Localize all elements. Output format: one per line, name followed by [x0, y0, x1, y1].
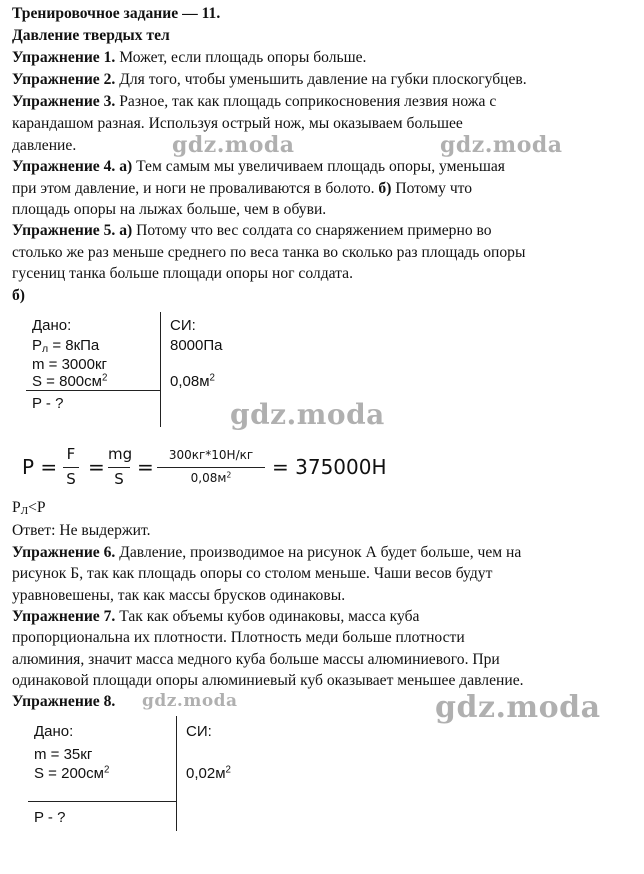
exercise-7-line-2: пропорциональна их плотности. Плотность меди больше плотности [12, 629, 465, 646]
exercise-7 [12, 607, 419, 627]
find-value: P - ? [34, 809, 66, 826]
exercise-text: Тем самым мы увеличиваем площадь опоры, уменьшая [132, 158, 505, 175]
pressure-value: = 8кПа [48, 337, 100, 354]
exercise-text: Так как объемы кубов одинаковы, масса куба [115, 608, 420, 625]
pressure-symbol: P [32, 337, 43, 354]
compare-symbol: P [12, 499, 21, 516]
exercise-8: Упражнение 8. [12, 693, 116, 710]
exercise-text: Потому что вес солдата со снаряжением примерно во [132, 222, 492, 239]
given-divider [28, 801, 176, 802]
exercise-text: Давление, производимое на рисунок А будет больше, чем на [115, 544, 522, 561]
area-exponent: 2 [103, 764, 110, 776]
fraction-bar [157, 467, 265, 468]
calc-numerator: 300кг*10Н/кг [168, 448, 254, 462]
part-a-label: а) [115, 158, 133, 175]
exercise-4-line-3: площадь опоры на лыжах больше, чем в обуви. [12, 201, 327, 218]
exercise-3-line-2: карандашом разная. Используя острый нож, мы оказываем большее [12, 115, 463, 132]
section-title: Давление твердых тел [12, 27, 170, 44]
area-si-value: 0,08м [170, 373, 210, 390]
exercise-text: Разное, так как площадь соприкосновения лезвия ножа с [115, 93, 497, 110]
formula-equals: = [88, 455, 105, 479]
si-divider [160, 312, 161, 427]
compare-subscript: Л [20, 505, 29, 518]
formula-mg-denominator: S [114, 470, 124, 488]
si-area [170, 372, 215, 391]
exercise-label: Упражнение 4. [12, 158, 116, 175]
exercise-text: при этом давление, и ноги не проваливаются в болото. [12, 180, 375, 197]
exercise-4 [12, 157, 505, 177]
area-si-exponent: 2 [225, 764, 231, 776]
exercise-text: Потому что [391, 180, 473, 197]
watermark: gdz.moda [172, 132, 295, 158]
watermark: gdz.moda [230, 398, 385, 431]
exercise-1 [12, 48, 366, 68]
exercise-6-line-3: уравновешены, так как массы брусков одинаковы. [12, 587, 346, 604]
given-header: Дано: [32, 317, 72, 334]
exercise-6-line-2: рисунок Б, так как площадь опоры со столом меньше. Чаши весов будут [12, 565, 493, 582]
given-mass: m = 35кг [34, 746, 93, 763]
si-header: СИ: [170, 317, 196, 334]
part-b-label: б) [12, 287, 25, 304]
compare-rest: <P [28, 499, 46, 516]
exercise-6 [12, 543, 521, 563]
exercise-label: Упражнение 3. [12, 93, 116, 110]
watermark: gdz.moda [440, 132, 563, 158]
exercise-7-line-3: алюминия, значит масса медного куба больше массы алюминиевого. При [12, 651, 500, 668]
given-mass: m = 3000кг [32, 356, 107, 373]
given-area [34, 764, 109, 783]
exercise-7-line-4: одинаковой площади опоры алюминиевый куб оказывает меньшее давление. [12, 672, 524, 689]
watermark: gdz.moda [142, 691, 238, 711]
exercise-5 [12, 221, 492, 241]
find-value: P - ? [32, 395, 64, 412]
page-title: Тренировочное задание — 11. [12, 5, 221, 22]
area-exponent: 2 [101, 372, 108, 384]
given-pressure [32, 336, 99, 355]
formula-f-denominator: S [66, 470, 76, 488]
given-header: Дано: [34, 723, 74, 740]
area-si-value: 0,02м [186, 765, 226, 782]
exercise-label: Упражнение 6. [12, 544, 116, 561]
si-pressure: 8000Па [170, 337, 223, 354]
exercise-3-line-3: давление. [12, 137, 77, 154]
exercise-3 [12, 92, 496, 112]
calc-denominator [157, 471, 265, 485]
area-value: S = 200см [34, 765, 104, 782]
formula-lhs: P = [22, 455, 58, 479]
exercise-label: Упражнение 5. [12, 222, 116, 239]
pressure-subscript: л [42, 343, 49, 356]
exercise-label: Упражнение 1. [12, 49, 116, 66]
formula-mg-numerator: mg [108, 445, 133, 463]
part-b-label: б) [374, 180, 392, 197]
calc-denominator-value: 0,08м [190, 471, 227, 485]
si-header: СИ: [186, 723, 212, 740]
fraction-bar [63, 467, 79, 468]
pressure-comparison [12, 498, 46, 518]
area-si-exponent: 2 [209, 372, 215, 384]
si-area [186, 764, 231, 783]
exercise-label: Упражнение 2. [12, 71, 116, 88]
exercise-4-line-2 [12, 179, 472, 199]
area-value: S = 800см [32, 373, 102, 390]
part-a-label: а) [115, 222, 133, 239]
fraction-bar [108, 467, 130, 468]
answer: Ответ: Не выдержит. [12, 522, 151, 539]
formula-result: = 375000Н [272, 455, 387, 479]
formula-f-numerator: F [66, 445, 76, 463]
calc-denominator-exponent: 2 [226, 470, 232, 480]
exercise-5-line-3: гусениц танка больше площади опоры ног солдата. [12, 265, 353, 282]
watermark: gdz.moda [435, 690, 601, 725]
exercise-text: Может, если площадь опоры больше. [115, 49, 367, 66]
si-divider [176, 716, 177, 831]
exercise-5-line-2: столько же раз меньше среднего по веса танка во сколько раз площадь опоры [12, 244, 526, 261]
exercise-label: Упражнение 7. [12, 608, 116, 625]
given-divider [26, 390, 160, 391]
formula-equals: = [137, 455, 154, 479]
exercise-text: Для того, чтобы уменьшить давление на губки плоскогубцев. [115, 71, 527, 88]
given-area [32, 372, 107, 391]
exercise-2 [12, 70, 527, 90]
